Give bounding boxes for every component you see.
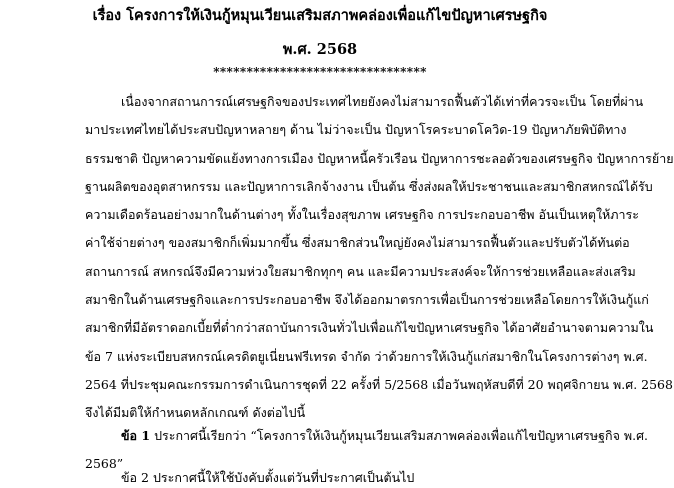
clause-2-partial: ข้อ 2 ประกาศนี้ให้ใช้บังคับตั้งแต่วันที่ประกาศเป็นต้นไป	[121, 470, 415, 485]
preamble-paragraph	[85, 92, 674, 432]
preamble-line: สถานการณ์ สหกรณ์จึงมีความห่วงใยสมาชิกทุกๆ คน และมีความประสงค์จะให้การช่วยเหลือและส่งเสริม	[85, 263, 636, 279]
separator-line: ********************************	[213, 65, 427, 79]
preamble-line: ฐานผลิตของอุตสาหกรรม และปัญหาการเลิกจ้างงาน เป็นต้น ซึ่งส่งผลให้ประชาชนและสมาชิกสหกรณ์ได้รับ	[85, 178, 653, 194]
preamble-line: สมาชิกในด้านเศรษฐกิจและการประกอบอาชีพ จึงได้ออกมาตรการเพื่อเป็นการช่วยเหลือโดยการให้เงินกู้แก่	[85, 292, 649, 308]
preamble-line: ค่าใช้จ่ายต่างๆ ของสมาชิกก็เพิ่มมากขึ้น ซึ่งสมาชิกส่วนใหญ่ยังคงไม่สามารถฟื้นตัวและปรับตัวได้ทันต่อ	[85, 235, 630, 251]
preamble-line: ธรรมชาติ ปัญหาความขัดแย้งทางการเมือง ปัญหาหนี้ครัวเรือน ปัญหาการชะลอตัวของเศรษฐกิจ ปัญหาการย้าย	[85, 150, 674, 166]
clause-1-line: 2568”	[85, 456, 124, 472]
document-year: พ.ศ. 2568	[282, 41, 358, 58]
clause-1-line	[85, 426, 648, 454]
preamble-line: ข้อ 7 แห่งระเบียบสหกรณ์เครดิตยูเนี่ยนฟรีเทรด จำกัด ว่าด้วยการให้เงินกู้แก่สมาชิกในโครงการต่างๆ พ.ศ.	[85, 348, 648, 364]
clause-1-text: ประกาศนี้เรียกว่า “โครงการให้เงินกู้หมุนเวียนเสริมสภาพคล่องเพื่อแก้ไขปัญหาเศรษฐกิจ พ.ศ.	[150, 428, 648, 443]
document-title: เรื่อง โครงการให้เงินกู้หมุนเวียนเสริมสภาพคล่องเพื่อแก้ไขปัญหาเศรษฐกิจ	[92, 7, 548, 24]
preamble-line: 2564 ที่ประชุมคณะกรรมการดำเนินการชุดที่ 22 ครั้งที่ 5/2568 เมื่อวันพฤหัสบดีที่ 20 พฤศจิกายน พ.ศ. 2568	[85, 376, 673, 392]
preamble-line: สมาชิกที่มีอัตราดอกเบี้ยที่ต่ำกว่าสถาบันการเงินทั่วไปเพื่อแก้ไขปัญหาเศรษฐกิจ ได้อาศัยอำนาจตามความใน	[85, 320, 654, 336]
preamble-line: จึงได้มีมติให้กำหนดหลักเกณฑ์ ดังต่อไปนี้	[85, 405, 306, 421]
preamble-line: มาประเทศไทยได้ประสบปัญหาหลายๆ ด้าน ไม่ว่าจะเป็น ปัญหาโรคระบาดโควิด-19 ปัญหาภัยพิบัติทาง	[85, 122, 627, 138]
clause-number: ข้อ 1	[121, 428, 151, 443]
preamble-line: เนื่องจากสถานการณ์เศรษฐกิจของประเทศไทยยังคงไม่สามารถฟื้นตัวได้เท่าที่ควรจะเป็น โดยที่ผ่าน	[121, 94, 644, 109]
preamble-line: ความเดือดร้อนอย่างมากในด้านต่างๆ ทั้งในเรื่องสุขภาพ เศรษฐกิจ การประกอบอาชีพ อันเป็นเหตุให้ภาระ	[85, 207, 639, 223]
